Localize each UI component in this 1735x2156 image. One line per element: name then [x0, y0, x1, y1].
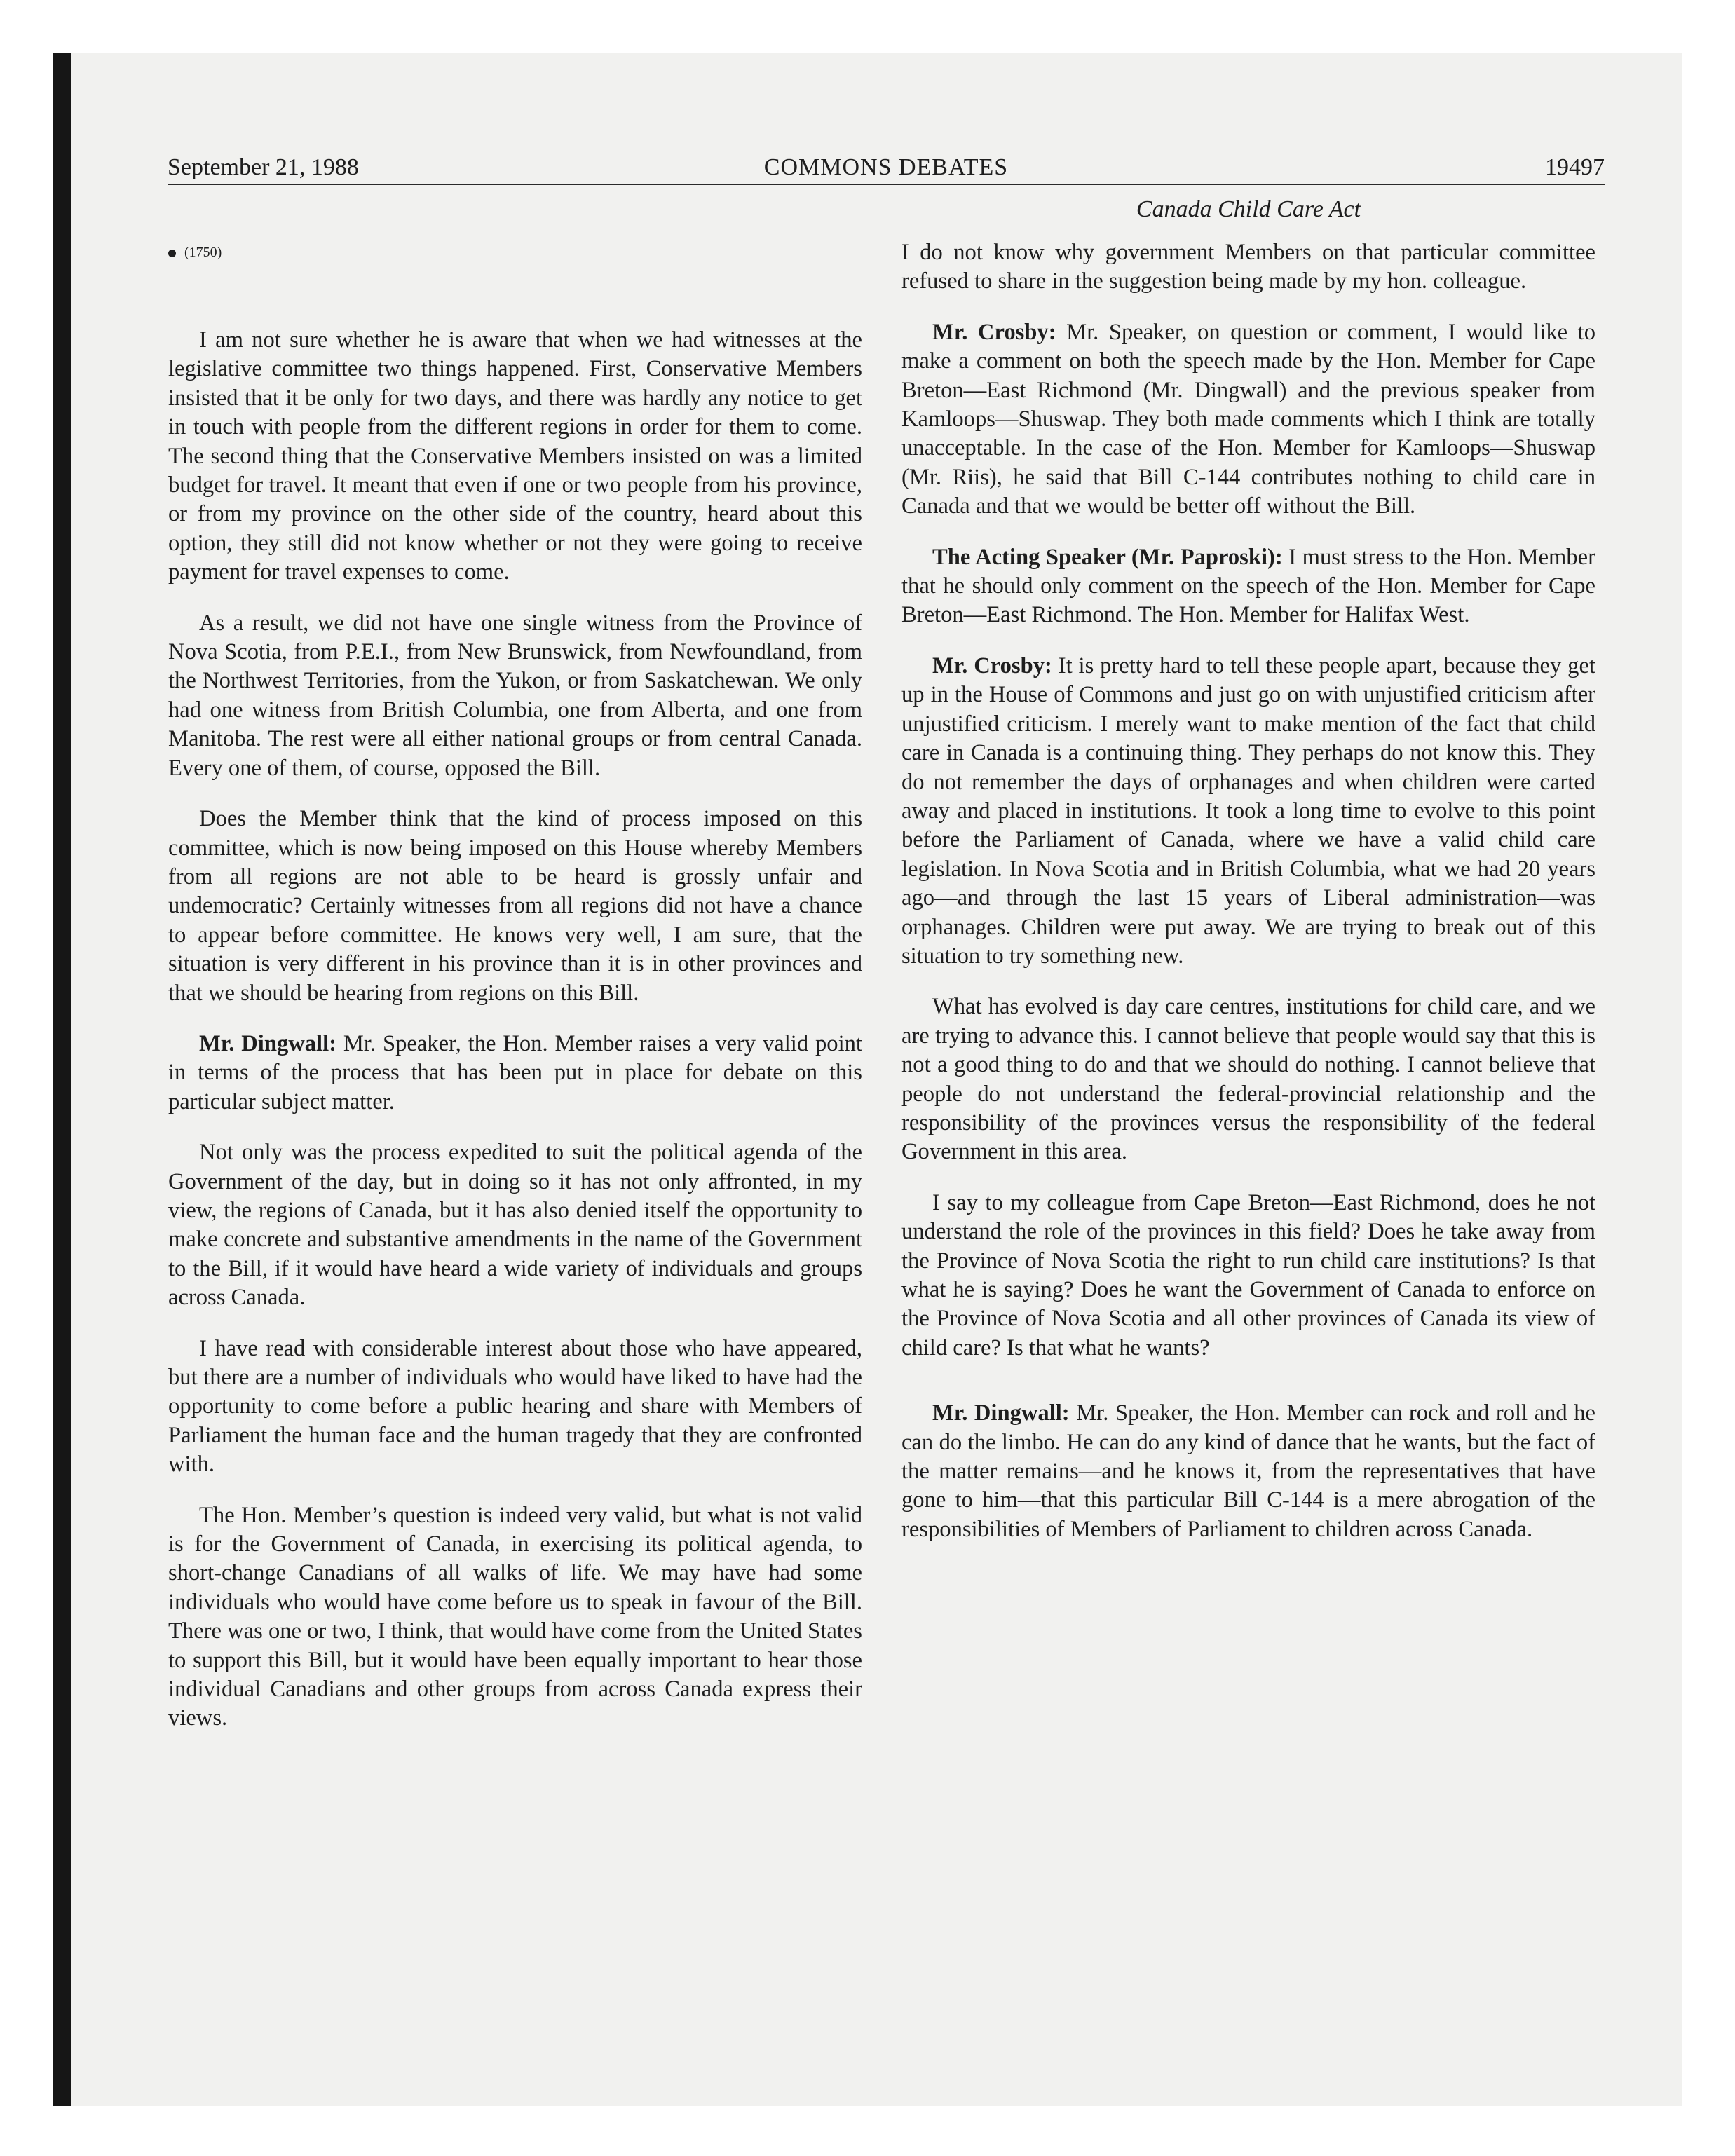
paragraph-text: Mr. Speaker, the Hon. Member can rock and roll and he can do the limbo. He can do any kind of dance that he wants, but the fact of the matter remains—and he knows it, from the representatives that have gone to him—that this particular Bill C-144 is a mere abrogation of the responsibilities of Members of Parliament to children across Canada. [901, 1400, 1595, 1542]
paragraph [901, 652, 1595, 971]
paragraph [901, 543, 1595, 630]
document-page [53, 53, 1682, 2106]
running-header [168, 147, 1605, 185]
bullet-icon [168, 250, 176, 257]
paragraph-text: What has evolved is day care centres, institutions for child care, and we are trying to advance this. I cannot believe that people would say that this is not a good thing to do and that we should do nothing. I cannot believe that people do not understand the federal-provincial relationship and the responsibility of the provinces versus the responsibility of the federal Government in this area. [901, 994, 1595, 1165]
paragraph [168, 805, 862, 1008]
paragraph-text: I am not sure whether he is aware that when we had witnesses at the legislative committee two things happened. First, Conservative Members insisted that it be only for two days, and there was hardly any notice to get in touch with people from the different regions in order for them to come. The second thing that the Conservative Members insisted on was a limited budget for travel. It meant that even if one or two people from his province, or from my province on the other side of the country, heard about this option, they still did not know whether or not they were going to receive payment for travel expenses to come. [168, 327, 862, 585]
left-column [168, 242, 862, 1755]
paragraph-text: It is pretty hard to tell these people apart, because they get up in the House of Commons and just go on with unjustified criticism after unjustified criticism. I merely want to make mention of the fact that child care in Canada is a continuing thing. They perhaps do not know this. They do not remember the days of orphanages and when children were carted away and placed in institutions. It took a long time to evolve to this point before the Parliament of Canada, where we have a valid child care legislation. In Nova Scotia and in British Columbia, what we had 20 years ago—and through the last 15 years of Liberal administration—was orphanages. Children were put away. We are trying to break out of this situation to try something new. [901, 653, 1595, 969]
speaker-name: Mr. Dingwall: [932, 1400, 1070, 1426]
paragraph [168, 326, 862, 587]
paragraph-text: I must stress to the Hon. Member that he should only comment on the speech of the Hon. Member for Cape Breton—East Richmond. The Hon. Member for Halifax West. [901, 544, 1595, 628]
paragraph-text: Not only was the process expedited to suit the political agenda of the Government of the day, but in doing so it has not only affronted, in my view, the regions of Canada, but it has also denied itself the opportunity to make concrete and substantive amendments in the name of the Government to the Bill, if it would have heard a wide variety of individuals and groups across Canada. [168, 1140, 862, 1311]
binding-edge [53, 53, 71, 2106]
paragraph-text: I have read with considerable interest about those who have appeared, but there are a number of individuals who would have liked to have had the opportunity to come before a public hearing and share with Members of Parliament the human face and the human tragedy that they are confronted with. [168, 1335, 862, 1478]
right-column [901, 238, 1595, 1566]
timestamp-marker [168, 242, 862, 263]
paragraph [168, 609, 862, 783]
paragraph [168, 1501, 862, 1733]
header-date: September 21, 1988 [168, 154, 359, 180]
subject-heading: Canada Child Care Act [1136, 196, 1361, 222]
paragraph-text: Does the Member think that the kind of process imposed on this committee, which is now being imposed on this House whereby Members from all regions are not able to be heard is grossly unfair and undemocratic? Certainly witnesses from all regions did not have a chance to appear before committee. He knows very well, I am sure, that the situation is very different in his province than it is in other provinces and that we should be hearing from regions on this Bill. [168, 806, 862, 1006]
paragraph-text: Mr. Speaker, the Hon. Member raises a very valid point in terms of the process that has been put in place for debate on this particular subject matter. [168, 1030, 862, 1114]
header-page-number: 19497 [1545, 154, 1605, 180]
speaker-name: Mr. Crosby: [932, 653, 1052, 678]
header-title: COMMONS DEBATES [763, 154, 1009, 180]
paragraph-text: Mr. Speaker, on question or comment, I would like to make a comment on both the speech made by the Hon. Member for Cape Breton—East Richmond (Mr. Dingwall) and the previous speaker from Kamloops—Shuswap. They both made comments which I think are totally unacceptable. In the case of the Hon. Member for Kamloops—Shuswap (Mr. Riis), he said that Bill C-144 contributes nothing to child care in Canada and that we would be better off without the Bill. [901, 319, 1595, 519]
paragraph-text: The Hon. Member’s question is indeed very valid, but what is not valid is for the Government of Canada, in exercising its political agenda, to short-change Canadians of all walks of life. We may have had some individuals who would have come before us to speak in favour of the Bill. There was one or two, I think, that would have come from the United States to support this Bill, but it would have been equally important to hear those individual Canadians and other groups from across Canada express their views. [168, 1502, 862, 1731]
paragraph [168, 1030, 862, 1117]
paragraph [901, 992, 1595, 1166]
speaker-name: Mr. Dingwall: [199, 1030, 337, 1056]
paragraph [901, 1189, 1595, 1363]
paragraph [168, 1138, 862, 1312]
paragraph-text: I say to my colleague from Cape Breton—East Richmond, does he not understand the role of the provinces in this field? Does he take away from the Province of Nova Scotia the right to run child care institutions? Is that what he is saying? Does he want the Government of Canada to enforce on the Province of Nova Scotia and all other provinces of Canada its view of child care? Is that what he wants? [901, 1189, 1595, 1360]
speaker-name: The Acting Speaker (Mr. Paproski): [932, 544, 1283, 570]
paragraph [168, 1335, 862, 1480]
timestamp: (1750) [184, 245, 222, 260]
paragraph-text: As a result, we did not have one single witness from the Province of Nova Scotia, from P.E.I., from New Brunswick, from Newfoundland, from the Northwest Territories, from the Yukon, or from Saskatchewan. We only had one witness from British Columbia, one from Alberta, and one from Manitoba. The rest were all either national groups or from central Canada. Every one of them, of course, opposed the Bill. [168, 610, 862, 781]
paragraph [901, 238, 1595, 296]
paragraph-text: I do not know why government Members on that particular committee refused to share in the suggestion being made by my hon. colleague. [901, 240, 1595, 294]
speaker-name: Mr. Crosby: [932, 319, 1056, 345]
paragraph [901, 1399, 1595, 1544]
paragraph [901, 318, 1595, 521]
